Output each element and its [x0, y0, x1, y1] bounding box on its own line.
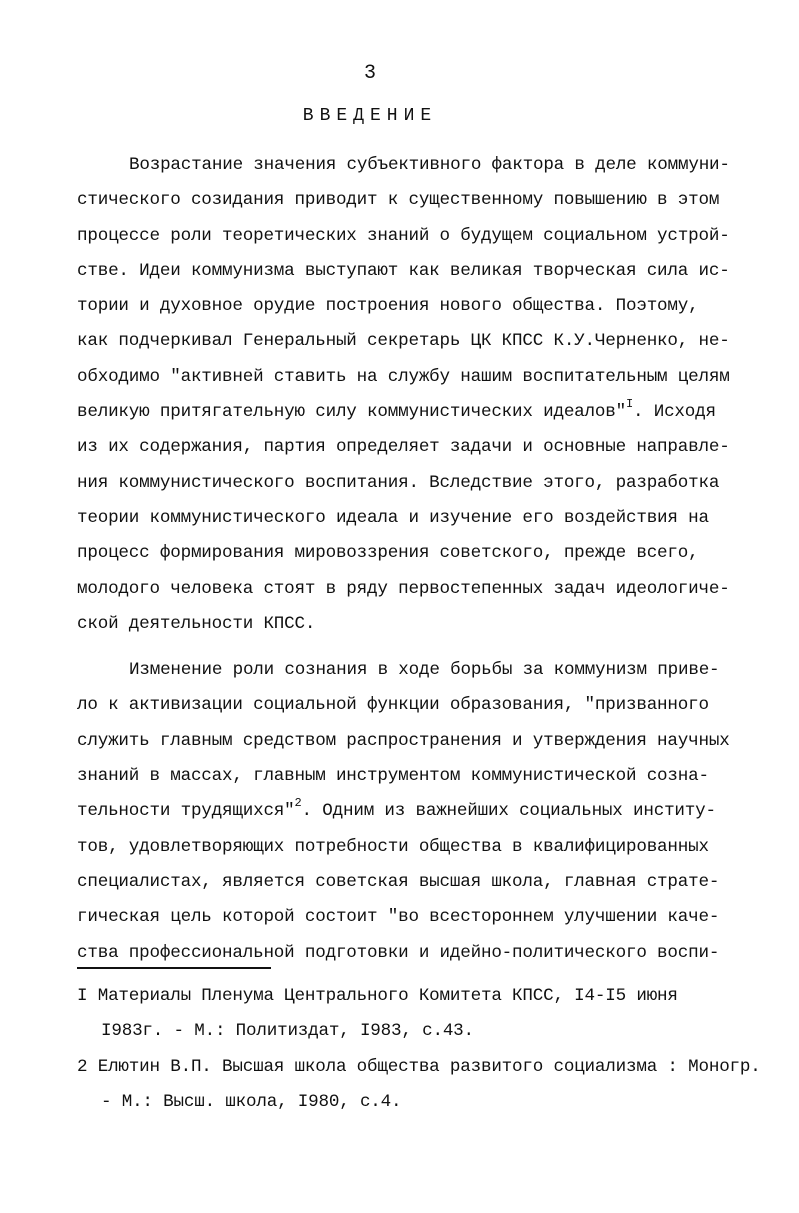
footnote-line	[77, 1050, 792, 1085]
text-line: стве. Идеи коммунизма выступают как великая творческая сила ис-	[77, 260, 730, 281]
text-line	[77, 794, 757, 829]
text-line: из их содержания, партия определяет задачи и основные направле-	[77, 437, 730, 458]
text-line: гическая цель которой состоит "во всестороннем улучшении каче-	[77, 907, 720, 928]
text-line: теории коммунистического идеала и изучение его воздействия на	[77, 507, 709, 528]
footnote-divider	[77, 967, 271, 969]
page-number: 3	[363, 62, 376, 85]
footnote-line: I983г. - М.: Политиздат, I983, с.43.	[101, 1021, 474, 1042]
footnote-2	[77, 1050, 792, 1121]
text-line: как подчеркивал Генеральный секретарь ЦК КПСС К.У.Черненко, не-	[77, 331, 730, 352]
text-line: тории и духовное орудие построения нового общества. Поэтому,	[77, 296, 699, 317]
text-segment: тельности трудящихся"	[77, 801, 295, 822]
text-line: специалистах, является советская высшая школа, главная страте-	[77, 871, 720, 892]
text-line: молодого человека стоят в ряду первостепенных задач идеологиче-	[77, 578, 730, 599]
paragraph-1	[77, 148, 757, 642]
paragraph-2	[77, 653, 757, 971]
footnote-1	[77, 979, 792, 1050]
text-segment: великую притягательную силу коммунистических идеалов"	[77, 402, 626, 423]
footnote-text: Материалы Пленума Центрального Комитета КПСС, I4-I5 июня	[97, 986, 678, 1006]
body-text	[77, 148, 757, 971]
text-line: Изменение роли сознания в ходе борьбы за коммунизм приве-	[129, 660, 720, 681]
footnote-ref-2: 2	[294, 796, 302, 811]
footnote-line	[77, 979, 792, 1014]
text-line: ской деятельности КПСС.	[77, 613, 316, 634]
text-line	[77, 395, 757, 430]
text-segment: . Исходя	[633, 402, 716, 423]
footnote-line: - М.: Высш. школа, I980, с.4.	[101, 1092, 402, 1113]
text-line: процессе роли теоретических знаний о будущем социальном устрой-	[77, 225, 730, 246]
footnote-ref-1: I	[625, 397, 633, 412]
footnote-marker: 2	[77, 1057, 88, 1077]
footnote-marker: I	[77, 986, 88, 1006]
text-line: ства профессиональной подготовки и идейно-политического воспи-	[77, 942, 720, 963]
text-line: ло к активизации социальной функции образования, "призванного	[77, 695, 709, 716]
text-line: обходимо "активней ставить на службу нашим воспитательным целям	[77, 366, 730, 387]
text-line: стического созидания приводит к существенному повышению в этом	[77, 190, 720, 211]
footnote-text: Елютин В.П. Высшая школа общества развитого социализма : Моногр.	[97, 1057, 761, 1077]
text-line: ния коммунистического воспитания. Вследствие этого, разработка	[77, 472, 720, 493]
page-title: ВВЕДЕНИЕ	[302, 106, 438, 126]
text-line: Возрастание значения субъективного фактора в деле коммуни-	[129, 155, 730, 175]
text-line: тов, удовлетворяющих потребности общества в квалифицированных	[77, 836, 709, 857]
text-line: процесс формирования мировоззрения советского, прежде всего,	[77, 543, 699, 564]
text-line: служить главным средством распространения и утверждения научных	[77, 730, 730, 751]
text-segment: . Одним из важнейших социальных институ-	[301, 801, 716, 822]
text-line: знаний в массах, главным инструментом коммунистической созна-	[77, 766, 709, 787]
